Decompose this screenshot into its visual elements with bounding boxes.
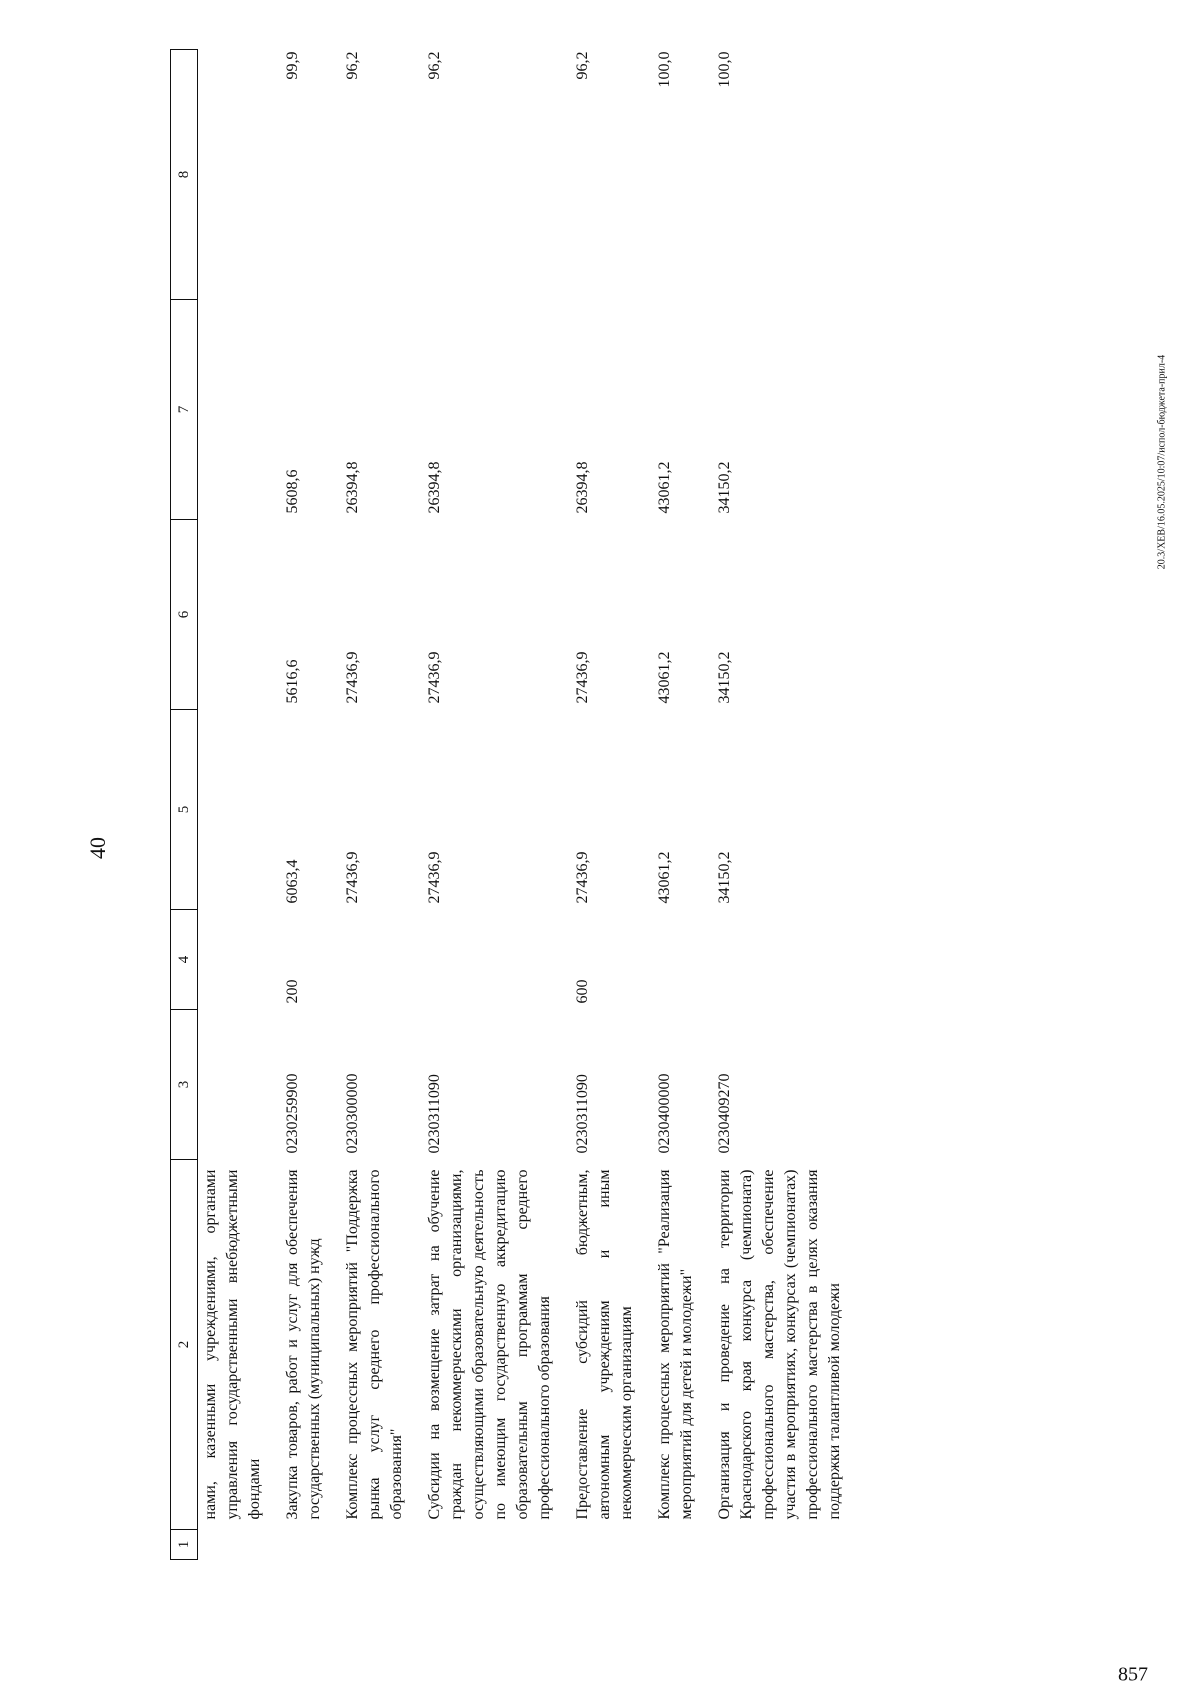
- amount-cell: [198, 300, 275, 520]
- amount-cell: 26394,8: [344, 461, 361, 514]
- budget-table: [170, 49, 854, 1560]
- amount-cell: [198, 710, 275, 910]
- code-cell: 0230409270: [716, 1073, 733, 1154]
- expense-type-cell: 600: [574, 979, 591, 1004]
- amount-cell: 34150,2: [716, 651, 733, 704]
- amount-cell: 5616,6: [284, 659, 301, 704]
- amount-cell: 34150,2: [716, 851, 733, 904]
- amount-cell: 34150,2: [716, 461, 733, 514]
- code-cell: [198, 1010, 275, 1160]
- table-row: [416, 50, 564, 1560]
- column-header: 6: [171, 520, 198, 710]
- amount-cell: 43061,2: [656, 651, 673, 704]
- description-cell: Комплекс процессных мероприятий "Реализация мероприятий для детей и молодежи": [656, 1169, 695, 1520]
- description-cell: Организация и проведение на территории Краснодарского края конкурса (чемпионата) профессионального мастерства, обеспечение участия в мероприятиях, конкурсах (чемпионатах) профессионального мастерства в целях оказания поддержки талантливой молодежи: [716, 1169, 843, 1520]
- table-row: [646, 50, 706, 1560]
- column-header: 7: [171, 300, 198, 520]
- amount-cell: 27436,9: [344, 651, 361, 704]
- description-cell: нами, казенными учреждениями, органами управления государственными внебюджетными фондами: [202, 1169, 263, 1520]
- table-row: [274, 50, 334, 1560]
- row-number-cell: [706, 1530, 854, 1560]
- percent-cell: [198, 50, 275, 300]
- percent-cell: 96,2: [574, 51, 591, 80]
- row-number-cell: [646, 1530, 706, 1560]
- code-cell: 0230259900: [284, 1073, 301, 1154]
- amount-cell: 27436,9: [574, 651, 591, 704]
- expense-type-cell: [706, 910, 854, 1010]
- column-header: 2: [171, 1160, 198, 1530]
- table-row: [198, 50, 275, 1560]
- row-number-cell: [198, 1530, 275, 1560]
- column-header: 1: [171, 1530, 198, 1560]
- percent-cell: 100,0: [656, 51, 673, 88]
- document-footer-code: 20.3/XEB/16.05.2025/10:07/испол-бюджета-прил-4: [1156, 354, 1168, 570]
- code-cell: 0230400000: [656, 1073, 673, 1154]
- amount-cell: 43061,2: [656, 461, 673, 514]
- amount-cell: 27436,9: [344, 851, 361, 904]
- row-number-cell: [334, 1530, 416, 1560]
- row-number-cell: [274, 1530, 334, 1560]
- row-number-cell: [564, 1530, 646, 1560]
- table-body: [198, 50, 855, 1560]
- description-cell: Комплекс процессных мероприятий "Поддержка рынка услуг среднего профессионального образования": [344, 1169, 405, 1520]
- percent-cell: 100,0: [716, 51, 733, 88]
- code-cell: 0230311090: [574, 1074, 591, 1154]
- percent-cell: 96,2: [344, 51, 361, 80]
- table-header: [171, 50, 198, 1560]
- expense-type-cell: [416, 910, 564, 1010]
- amount-cell: 5608,6: [284, 469, 301, 514]
- expense-type-cell: [646, 910, 706, 1010]
- expense-type-cell: 200: [284, 979, 301, 1004]
- expense-type-cell: [334, 910, 416, 1010]
- amount-cell: 26394,8: [426, 461, 443, 514]
- description-cell: Субсидии на возмещение затрат на обучение граждан некоммерческими организациями, осуществляющими образовательную деятельность по имеющим государственную аккредитацию образовательным программам среднего профессионального образования: [426, 1169, 553, 1520]
- code-cell: 0230300000: [344, 1073, 361, 1154]
- column-number-row: [171, 50, 198, 1560]
- description-cell: Закупка товаров, работ и услуг для обеспечения государственных (муниципальных) нужд: [284, 1169, 323, 1520]
- page-number: 40: [85, 837, 110, 859]
- code-cell: 0230311090: [426, 1074, 443, 1154]
- column-header: 4: [171, 910, 198, 1010]
- amount-cell: 43061,2: [656, 851, 673, 904]
- table-row: [564, 50, 646, 1560]
- amount-cell: [198, 520, 275, 710]
- budget-table-container: [170, 50, 990, 1560]
- column-header: 5: [171, 710, 198, 910]
- table-row: [334, 50, 416, 1560]
- percent-cell: 99,9: [284, 51, 301, 80]
- percent-cell: 96,2: [426, 51, 443, 80]
- row-number-cell: [416, 1530, 564, 1560]
- column-header: 3: [171, 1010, 198, 1160]
- amount-cell: 27436,9: [426, 851, 443, 904]
- amount-cell: 26394,8: [574, 461, 591, 514]
- amount-cell: 27436,9: [574, 851, 591, 904]
- amount-cell: 27436,9: [426, 651, 443, 704]
- sheet-number: 857: [1118, 1663, 1148, 1686]
- amount-cell: 6063,4: [284, 859, 301, 904]
- description-cell: Предоставление субсидий бюджетным, автономным учреждениям и иным некоммерческим организациям: [574, 1169, 635, 1520]
- table-row: [706, 50, 854, 1560]
- expense-type-cell: [198, 910, 275, 1010]
- column-header: 8: [171, 50, 198, 300]
